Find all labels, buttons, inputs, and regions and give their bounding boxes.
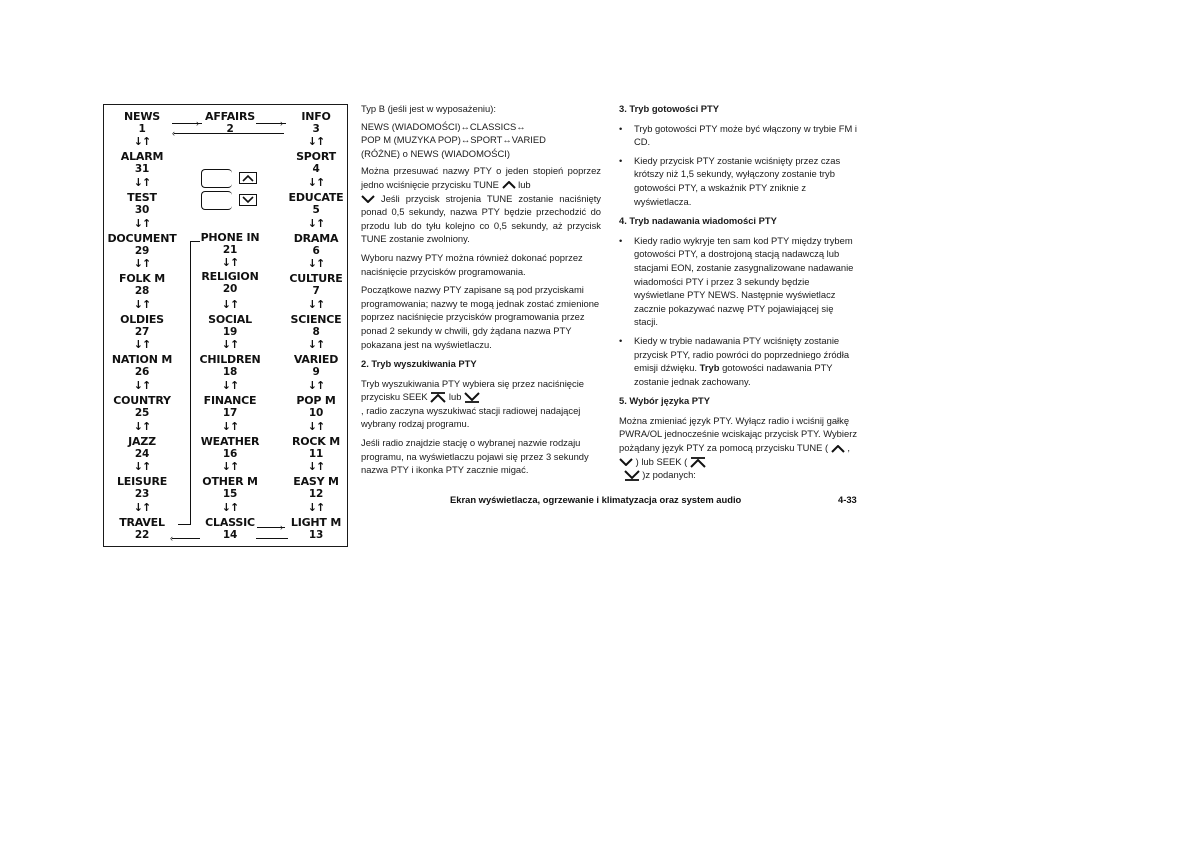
up-down-arrow-icon: ↓↑ <box>221 379 239 392</box>
tune-up-icon <box>502 181 516 189</box>
pty-number: 30 <box>134 204 150 216</box>
tune-up-icon <box>831 445 845 453</box>
seek-down-icon <box>624 470 640 481</box>
pty-item <box>294 354 338 378</box>
pty-item <box>107 233 176 257</box>
section-2-heading: 2. Tryb wyszukiwania PTY <box>361 358 477 370</box>
up-down-arrow-icon: ↓↑ <box>307 298 325 311</box>
pty-name: NATION M <box>111 353 173 366</box>
pty-name: CULTURE <box>289 272 343 285</box>
pty-number: 26 <box>134 366 150 378</box>
seek-text-c: , radio zaczyna wyszukiwać stacji radiowej nadającej wybrany rodzaj programu. <box>361 404 581 430</box>
pty-number: 15 <box>222 488 238 500</box>
up-down-arrow-icon: ↓↑ <box>307 257 325 270</box>
pty-name: PHONE IN <box>200 231 260 244</box>
pty-item <box>119 517 165 541</box>
language-text-a: Można zmieniać język PTY. Wyłącz radio i wciśnij gałkę PWRA/OL jednocześnie wciskając przycisk PTY. Wybierz pożądany język PTY za pomocą przycisku TUNE ( <box>619 414 858 454</box>
type-b-sequence-line: POP M (MUZYKA POP)↔SPORT↔VARIED <box>361 134 546 146</box>
lightm-return-line <box>256 538 288 539</box>
pty-number: 11 <box>308 448 324 460</box>
bullet-bold-word: Tryb <box>699 362 720 374</box>
pty-number: 24 <box>134 448 150 460</box>
tune-text-a: Można przesuwać nazwy PTY o jeden stopień poprzez jedno wciśnięcie przycisku TUNE <box>361 165 601 190</box>
pty-item <box>289 192 344 216</box>
pty-item <box>199 354 260 378</box>
pty-name: FINANCE <box>203 394 257 407</box>
pty-number: 21 <box>222 244 238 256</box>
seek-down-icon <box>239 194 257 206</box>
preset-names-paragraph: Początkowe nazwy PTY zapisane są pod przyciskami programowania; nazwy te mogą jednak zostać zmienione poprzez naciśnięcie przycisków programowania przez ponad 2 sekundy w chwili, gdy żądana nazwa PTY pokazana jest na wyświetlaczu. <box>361 284 600 350</box>
pty-item <box>291 517 341 541</box>
pty-item <box>112 354 172 378</box>
seek-paragraph <box>361 377 601 431</box>
pty-name: OLDIES <box>120 313 164 326</box>
up-down-arrow-icon: ↓↑ <box>133 257 151 270</box>
pty-name: CHILDREN <box>199 353 261 366</box>
pty-name: EDUCATE <box>288 191 344 204</box>
pty-name: POP M <box>296 394 336 407</box>
up-down-arrow-icon: ↓↑ <box>307 338 325 351</box>
pty-number: 16 <box>222 448 238 460</box>
bracket-bottom-line <box>178 524 191 525</box>
pty-number: 3 <box>312 123 320 135</box>
section-4-heading: 4. Tryb nadawania wiadomości PTY <box>619 215 777 227</box>
up-down-arrow-icon: ↓↑ <box>133 298 151 311</box>
pty-name: ROCK M <box>292 435 340 448</box>
pty-number: 5 <box>312 204 320 216</box>
pty-name: WEATHER <box>200 435 260 448</box>
pty-number: 10 <box>308 407 324 419</box>
pty-name: LEISURE <box>116 475 168 488</box>
pty-name: TEST <box>127 191 157 204</box>
seek-up-icon <box>690 457 706 468</box>
pty-name: TRAVEL <box>119 516 165 529</box>
pty-item <box>201 232 260 256</box>
pty-number: 23 <box>134 488 150 500</box>
section-5-heading: 5. Wybór języka PTY <box>619 395 711 407</box>
list-item: • Kiedy radio wykryje ten sam kod PTY między trybem gotowości PTY, a dostrojoną stacją nadawczą lub stacjami EON, zostanie zasygnalizowane nadawanie wiadomości PTY i przez 3 sekundy będzie wyświetlane PTY NEWS. Następnie wyświetlacz zacznie pokazywać nazwę PTY pojawiającej się stacji. <box>619 234 859 329</box>
up-down-arrow-icon: ↓↑ <box>307 379 325 392</box>
bullet-text-a: Kiedy w trybie nadawania PTY wciśnięty zostanie przycisk PTY, radio powróci do poprzedniego źródła emisji dźwięku. <box>634 334 850 374</box>
pty-number: 29 <box>134 245 150 257</box>
button-outline-up <box>201 169 232 188</box>
pty-item <box>205 111 255 135</box>
pty-number: 27 <box>134 326 150 338</box>
pty-name: RELIGION <box>201 270 259 283</box>
pty-item <box>201 436 260 460</box>
pty-number: 6 <box>312 245 320 257</box>
pty-name: LIGHT M <box>290 516 342 529</box>
footer-title: Ekran wyświetlacza, ogrzewanie i klimatyzacja oraz system audio <box>450 494 742 505</box>
up-down-arrow-icon: ↓↑ <box>133 420 151 433</box>
pty-number: 20 <box>222 283 238 295</box>
language-text-b: , <box>844 442 850 454</box>
tune-text-c: Jeśli przycisk strojenia TUNE zostanie naciśnięty ponad 0,5 sekundy, nazwa PTY będzie przechodzić do przodu lub do tyłu kolejno co 0,5 sekundy, aż przycisk TUNE zostanie zwolniony. <box>361 192 601 245</box>
button-outline-down <box>201 191 232 210</box>
pty-item <box>296 395 335 419</box>
pty-name: VARIED <box>293 353 339 366</box>
pty-item <box>127 192 157 216</box>
pty-name: OTHER M <box>202 475 258 488</box>
pty-number: 17 <box>222 407 238 419</box>
pty-number: 28 <box>134 285 150 297</box>
pty-item <box>121 151 163 175</box>
up-down-arrow-icon: ↓↑ <box>133 176 151 189</box>
pty-number: 18 <box>222 366 238 378</box>
pty-number: 7 <box>312 285 320 297</box>
pty-name: SCIENCE <box>290 313 342 326</box>
pty-item <box>120 314 164 338</box>
pty-number: 2 <box>226 123 234 135</box>
station-found-paragraph: Jeśli radio znajdzie stację o wybranej nazwie rodzaju programu, na wyświetlaczu pojawi się przez 3 sekundy nazwa PTY i ikonka PTY zacznie migać. <box>361 437 589 476</box>
seek-up-icon <box>430 392 446 403</box>
pty-number: 14 <box>222 529 238 541</box>
pty-name: AFFAIRS <box>205 110 255 123</box>
pty-item <box>201 271 258 295</box>
up-down-arrow-icon: ↓↑ <box>221 256 239 269</box>
section-4-list <box>619 234 859 389</box>
pty-number: 13 <box>308 529 324 541</box>
up-down-arrow-icon: ↓↑ <box>221 298 239 311</box>
pty-item <box>202 476 257 500</box>
up-down-arrow-icon: ↓↑ <box>133 135 151 148</box>
tune-paragraph <box>361 164 601 246</box>
pty-item <box>128 436 156 460</box>
pty-item <box>293 476 339 500</box>
up-down-arrow-icon: ↓↑ <box>307 420 325 433</box>
pty-item <box>124 111 160 135</box>
up-down-arrow-icon: ↓↑ <box>133 338 151 351</box>
pty-name: CLASSIC <box>205 516 255 529</box>
pty-item <box>119 273 165 297</box>
pty-number: 25 <box>134 407 150 419</box>
pty-name: JAZZ <box>128 435 156 448</box>
pty-item <box>204 395 257 419</box>
pty-name: FOLK M <box>119 272 165 285</box>
pty-name: SPORT <box>296 150 336 163</box>
pty-name: EASY M <box>293 475 339 488</box>
up-down-arrow-icon: ↓↑ <box>133 217 151 230</box>
middle-column <box>361 102 601 482</box>
section-3-heading: 3. Tryb gotowości PTY <box>619 103 720 114</box>
pty-name: COUNTRY <box>113 394 171 407</box>
up-down-arrow-icon: ↓↑ <box>221 420 239 433</box>
up-down-arrow-icon: ↓↑ <box>133 460 151 473</box>
tune-text-b: lub <box>518 178 531 190</box>
bracket-vertical-line <box>190 241 191 524</box>
pty-number: 1 <box>138 123 146 135</box>
pty-item <box>289 273 342 297</box>
type-b-sequence-line: NEWS (WIADOMOŚCI)↔CLASSICS↔ <box>361 120 526 132</box>
section-3-list <box>619 122 859 209</box>
pty-item <box>296 151 336 175</box>
document-phonein-line <box>190 241 200 242</box>
type-b-line: Typ B (jeśli jest w wyposażeniu): <box>361 103 496 114</box>
page-number: 4-33 <box>838 494 857 505</box>
pty-number: 12 <box>308 488 324 500</box>
arrow-right-icon: › <box>196 118 199 128</box>
seek-down-icon <box>464 392 480 403</box>
tune-down-icon <box>619 458 633 466</box>
preset-select-paragraph: Wyboru nazwy PTY można również dokonać poprzez naciśnięcie przycisków programowania. <box>361 251 583 277</box>
pty-item <box>205 517 255 541</box>
arrow-left-icon: ‹ <box>172 128 175 138</box>
pty-item <box>292 436 340 460</box>
pty-name: DRAMA <box>293 232 339 245</box>
tune-down-icon <box>361 195 375 203</box>
pty-name: NEWS <box>124 110 160 123</box>
pty-item <box>291 314 342 338</box>
pty-number: 9 <box>312 366 320 378</box>
up-down-arrow-icon: ↓↑ <box>307 460 325 473</box>
up-down-arrow-icon: ↓↑ <box>221 460 239 473</box>
arrow-right-icon: › <box>280 522 283 532</box>
pty-name: INFO <box>301 110 331 123</box>
pty-item <box>294 233 339 257</box>
up-down-arrow-icon: ↓↑ <box>221 501 239 514</box>
pty-item <box>208 314 252 338</box>
up-down-arrow-icon: ↓↑ <box>133 379 151 392</box>
pty-number: 31 <box>134 163 150 175</box>
pty-item <box>301 111 330 135</box>
pty-name: DOCUMENT <box>107 232 177 245</box>
up-down-arrow-icon: ↓↑ <box>307 176 325 189</box>
language-text-c: ) lub SEEK ( <box>633 455 688 467</box>
up-down-arrow-icon: ↓↑ <box>307 501 325 514</box>
pty-number: 22 <box>134 529 150 541</box>
list-item: • Kiedy przycisk PTY zostanie wciśnięty przez czas krótszy niż 1,5 sekundy, wyłączony zostanie tryb gotowości PTY, a wskaźnik PTY zniknie z wyświetlacza. <box>619 154 859 208</box>
seek-up-icon <box>239 172 257 184</box>
pty-diagram <box>103 104 348 547</box>
list-item <box>619 334 859 388</box>
pty-number: 19 <box>222 326 238 338</box>
pty-name: SOCIAL <box>208 313 252 326</box>
pty-number: 8 <box>312 326 320 338</box>
arrow-left-icon: ‹ <box>170 533 173 543</box>
pty-name: ALARM <box>120 150 164 163</box>
up-down-arrow-icon: ↓↑ <box>221 338 239 351</box>
travel-return-line <box>172 538 200 539</box>
language-text-d: )z podanych: <box>642 469 696 481</box>
language-paragraph <box>619 414 859 482</box>
type-b-sequence-line: (RÓŻNE) o NEWS (WIADOMOŚCI) <box>361 147 510 159</box>
up-down-arrow-icon: ↓↑ <box>307 217 325 230</box>
right-column <box>619 102 859 487</box>
arrow-right-icon: › <box>280 118 283 128</box>
seek-text-b: lub <box>448 391 462 403</box>
up-down-arrow-icon: ↓↑ <box>307 135 325 148</box>
type-b-paragraph <box>361 102 601 160</box>
pty-number: 4 <box>312 163 320 175</box>
pty-item <box>113 395 171 419</box>
pty-item <box>117 476 167 500</box>
seek-text-a: Tryb wyszukiwania PTY wybiera się przez naciśnięcie przycisku SEEK <box>361 377 584 403</box>
list-item: • Tryb gotowości PTY może być włączony w trybie FM i CD. <box>619 122 859 149</box>
up-down-arrow-icon: ↓↑ <box>133 501 151 514</box>
bullet-text-b: gotowości nadawania PTY zostanie jednak zachowany. <box>634 362 833 387</box>
